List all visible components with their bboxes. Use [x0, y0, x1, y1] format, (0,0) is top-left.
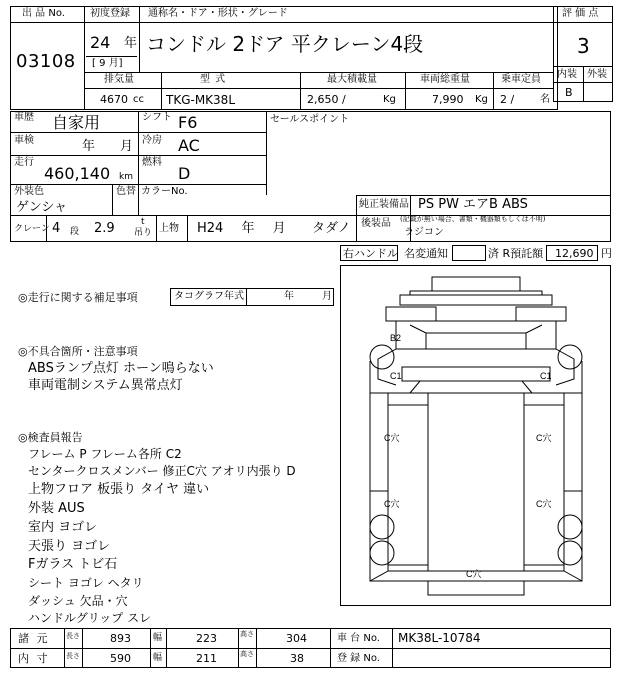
gross-weight-value: 7,990 — [432, 93, 464, 106]
gross-weight-unit: Kg — [475, 94, 488, 105]
crane-tons: 2.9 — [94, 221, 115, 236]
mileage-unit: km — [119, 172, 133, 182]
inspector-line-7: Fガラス トビ石 — [28, 557, 118, 572]
inspector-line-1: フレーム P フレーム各所 C2 — [28, 447, 182, 461]
recycle-label: 済 R預託額 — [488, 247, 544, 260]
ac-label: 冷房 — [142, 135, 162, 146]
lot-label: 出 品 No. — [22, 8, 65, 19]
max-load-unit: Kg — [383, 94, 396, 105]
upper-value: H24 年 月 — [197, 221, 286, 236]
aftermarket-value: ラジコン — [404, 227, 444, 238]
upper-label: 上物 — [159, 223, 179, 234]
rhd-label: 右ハンドル — [343, 247, 398, 260]
tachograph-month: 月 — [322, 291, 332, 302]
label-c1-right: C1 — [540, 371, 552, 381]
inspector-line-2: センタークロスメンバー 修正C穴 アオリ内張り D — [28, 464, 296, 478]
displacement-value: 4670 — [100, 93, 128, 106]
gross-weight-label: 車両総重量 — [420, 74, 470, 85]
inspection-year: 年 — [82, 139, 96, 154]
capacity-label: 乗車定員 — [501, 74, 541, 85]
tachograph-year: 年 — [284, 291, 294, 302]
reg-label: 登 録 No. — [337, 653, 380, 664]
label-c-hole-5: C穴 — [466, 569, 482, 579]
chassis-value: MK38L-10784 — [398, 631, 481, 645]
std-equip-value: PS PW エアB ABS — [418, 197, 528, 212]
max-load-label: 最大積載量 — [327, 74, 377, 85]
inner-height-label: 高さ — [240, 650, 254, 658]
tachograph-label: タコグラフ年式 — [174, 291, 244, 302]
outer-height-label: 高さ — [240, 630, 254, 638]
mileage-label: 走行 — [14, 157, 34, 168]
std-equip-label: 純正装備品 — [359, 199, 409, 210]
inspector-line-9: ダッシュ 欠品・穴 — [28, 594, 128, 608]
capacity-value: 2 / — [500, 93, 515, 106]
inspector-line-3: 上物フロア 板張り タイヤ 違い — [28, 482, 210, 497]
max-load-value: 2,650 / — [307, 93, 346, 106]
shift-label: シフト — [142, 112, 172, 123]
fuel-label: 燃料 — [142, 157, 162, 168]
outer-dims-label: 諸 元 — [18, 632, 50, 645]
crane-tons-unit: t — [141, 217, 145, 227]
model-name: コンドル 2ドア 平クレーン4段 — [146, 32, 424, 56]
recycle-value: 12,690 — [555, 247, 594, 260]
label-c1-left: C1 — [390, 371, 402, 381]
vehicle-diagram — [340, 265, 611, 606]
crane-stages-unit: 段 — [70, 227, 80, 237]
inner-dims-label: 内 寸 — [18, 652, 50, 665]
grade-value: 3 — [577, 34, 590, 58]
outer-len-value: 893 — [110, 632, 131, 645]
driving-title: ◎走行に関する補足事項 — [18, 291, 138, 304]
outer-width-label: 幅 — [153, 633, 163, 643]
inspector-line-8: シート ヨゴレ ヘタリ — [28, 576, 144, 590]
outer-width-value: 223 — [196, 632, 217, 645]
inspector-title: ◎検査員報告 — [18, 431, 83, 444]
history-label: 車歴 — [14, 112, 34, 123]
inspection-month: 月 — [120, 139, 134, 154]
defects-title: ◎不具合箇所・注意事項 — [18, 345, 138, 358]
crane-label: クレーン — [14, 224, 50, 234]
type-label: 型 式 — [200, 74, 227, 85]
label-b2: B2 — [390, 333, 402, 343]
exterior-label: 外装 — [587, 69, 607, 80]
outer-len-label: 長さ — [66, 632, 80, 640]
label-c-hole-2: C穴 — [536, 433, 552, 443]
ac-value: AC — [178, 136, 200, 155]
label-c-hole-3: C穴 — [384, 499, 400, 509]
label-c-hole-4: C穴 — [536, 499, 552, 509]
month-value: [ 9 月] — [92, 58, 123, 69]
outer-height-value: 304 — [286, 632, 307, 645]
name-change-label: 名変通知 — [404, 247, 448, 260]
sales-point-label: セールスポイント — [270, 114, 350, 125]
crane-stages: 4 — [52, 221, 61, 236]
inspector-line-6: 天張り ヨゴレ — [28, 539, 111, 554]
color-no-label: カラーNo. — [141, 186, 188, 197]
displacement-unit: cc — [133, 94, 144, 105]
lot-number: 03108 — [16, 51, 76, 72]
color-label: 外装色 — [14, 186, 44, 197]
shift-value: F6 — [178, 113, 198, 132]
aftermarket-label: 後装品 — [361, 218, 391, 229]
upper-maker: タダノ — [312, 221, 351, 236]
inner-width-label: 幅 — [153, 653, 163, 663]
color-value: ゲンシャ — [16, 200, 68, 215]
year-value: 24 — [90, 33, 111, 52]
inner-height-value: 38 — [290, 652, 304, 665]
interior-label: 内装 — [557, 69, 577, 80]
capacity-unit: 名 — [540, 94, 550, 105]
crane-tons-sub: 吊り — [134, 228, 153, 238]
displacement-label: 排気量 — [104, 74, 134, 85]
inner-len-value: 590 — [110, 652, 131, 665]
inspection-label: 車検 — [14, 135, 34, 146]
chassis-label: 車 台 No. — [337, 633, 380, 644]
label-c-hole-1: C穴 — [384, 433, 400, 443]
inspector-line-5: 室内 ヨゴレ — [28, 520, 98, 535]
inner-len-label: 長さ — [66, 652, 80, 660]
recycle-unit: 円 — [601, 247, 612, 260]
defect-line-2: 車両電制システム異常点灯 — [28, 378, 183, 393]
interior-value: B — [565, 86, 573, 99]
color-code-label: 色替 — [116, 186, 136, 197]
inspector-line-4: 外装 AUS — [28, 501, 85, 516]
aftermarket-note: (記載が無い場合、書類・機器類もしくは不明) — [400, 215, 546, 223]
mileage-value: 460,140 — [44, 164, 111, 183]
type-value: TKG-MK38L — [166, 93, 236, 107]
defect-line-1: ABSランプ点灯 ホーン鳴らない — [28, 361, 214, 376]
history-value: 自家用 — [52, 113, 101, 132]
grade-label: 評 価 点 — [562, 8, 599, 19]
model-label: 通称名・ドア・形状・グレード — [148, 8, 288, 19]
inner-width-value: 211 — [196, 652, 217, 665]
fuel-value: D — [178, 164, 191, 183]
first-reg-label: 初度登録 — [90, 8, 130, 19]
year-unit: 年 — [124, 36, 138, 51]
inspector-line-10: ハンドルグリップ スレ — [28, 611, 152, 625]
